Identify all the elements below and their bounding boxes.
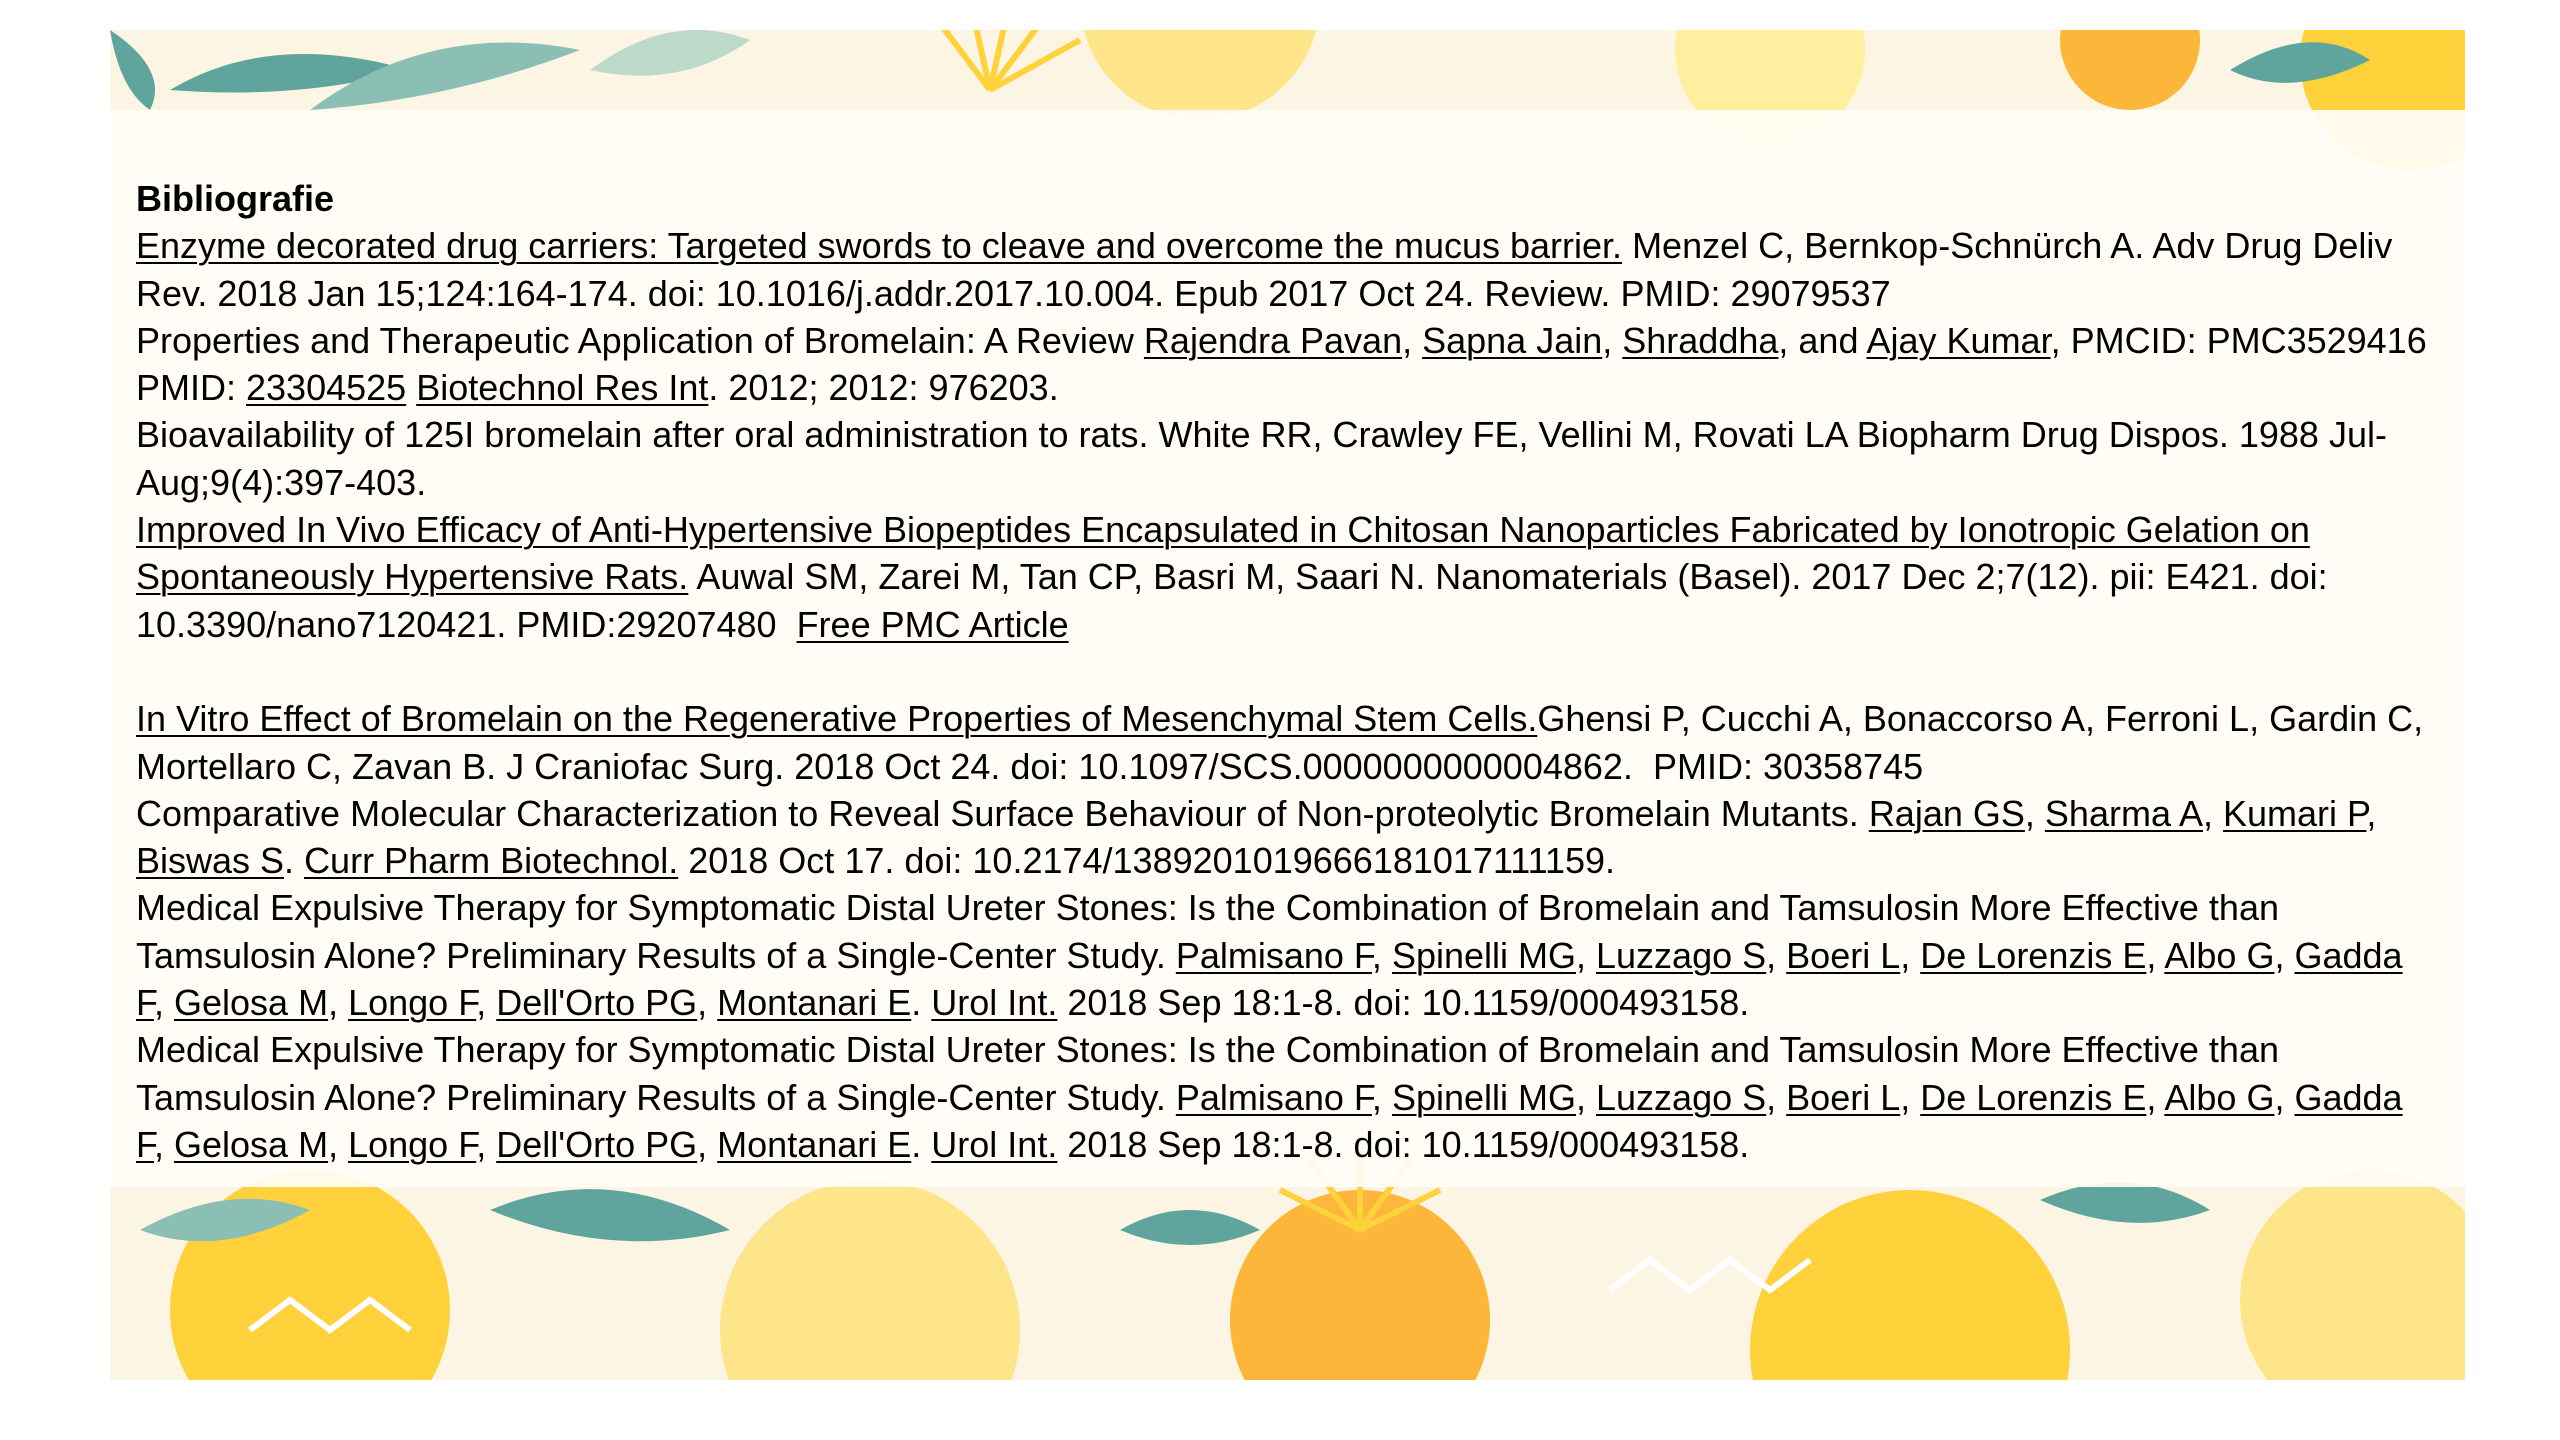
- author-link[interactable]: Sapna Jain: [1422, 319, 1603, 361]
- separator: ,: [476, 982, 497, 1024]
- bibliography: [136, 175, 2436, 1168]
- reference-ids: PMCID: PMC3529416 PMID:: [136, 319, 2427, 409]
- reference-item: [136, 695, 2436, 790]
- author-link[interactable]: Rajendra Pavan: [1143, 319, 1403, 361]
- leaf-icon: [2040, 1182, 2210, 1223]
- separator: ,: [2274, 1076, 2295, 1118]
- separator: ,: [2366, 792, 2377, 834]
- author-link[interactable]: Gadda F: [136, 1076, 2403, 1165]
- author-link[interactable]: Gelosa M: [174, 1123, 329, 1165]
- leaf-icon: [490, 1189, 730, 1241]
- reference-item: [136, 506, 2436, 648]
- author-link[interactable]: Palmisano F: [1175, 1076, 1372, 1118]
- leaf-icon: [1120, 1210, 1260, 1245]
- slide: [110, 30, 2465, 1380]
- separator: ,: [1402, 319, 1423, 361]
- separator: ,: [1576, 934, 1597, 976]
- reference-text: Bioavailability of 125I bromelain after oral administration to rats. White RR, Crawley FE, Vellini M, Rovati LA Biopharm Drug Dispos. 1988 Jul-Aug;9(4):397-403.: [136, 414, 2387, 503]
- bibliography-heading: Bibliografie: [136, 178, 335, 219]
- separator: .: [911, 1123, 932, 1165]
- reference-title-link[interactable]: Improved In Vivo Efficacy of Anti-Hypertensive Biopeptides Encapsulated in Chitosan Nanoparticles Fabricated by Ionotropic Gelation on Spontaneously Hypertensive Rats.: [136, 509, 2310, 598]
- reference-item: [136, 222, 2436, 317]
- reference-details: 2018 Oct 17. doi: 10.2174/1389201019666181017111159.: [678, 840, 1616, 882]
- author-link[interactable]: Spinelli MG: [1391, 1076, 1576, 1118]
- spacer: [136, 648, 2436, 695]
- separator: .: [911, 982, 932, 1024]
- pmid-link[interactable]: 23304525: [246, 367, 407, 409]
- leaf-icon: [590, 30, 750, 76]
- reference-title-link[interactable]: In Vitro Effect of Bromelain on the Regenerative Properties of Mesenchymal Stem Cells.: [136, 698, 1538, 740]
- author-link[interactable]: Luzzago S: [1596, 934, 1767, 976]
- separator: ,: [328, 1123, 349, 1165]
- author-link[interactable]: Dell'Orto PG: [496, 1123, 698, 1165]
- separator: ,: [1766, 934, 1787, 976]
- separator: ,: [328, 982, 349, 1024]
- author-link[interactable]: Gelosa M: [174, 982, 329, 1024]
- reference-details: Auwal SM, Zarei M, Tan CP, Basri M, Saari N. Nanomaterials (Basel). 2017 Dec 2;7(12). pii: E421. doi: 10.3390/nano7120421. PMID:29207480: [136, 556, 2338, 645]
- yellow-fruit-shape: [1080, 30, 1320, 120]
- yellow-fruit-shape: [720, 1180, 1020, 1380]
- separator: ,: [1371, 1076, 1392, 1118]
- separator: ,: [2274, 934, 2295, 976]
- author-link[interactable]: Ajay Kumar: [1866, 319, 2051, 361]
- author-link[interactable]: Albo G: [2164, 934, 2275, 976]
- separator: ,: [2146, 1076, 2165, 1118]
- reference-details: Menzel C, Bernkop-Schnürch A. Adv Drug Deliv Rev. 2018 Jan 15;124:164-174. doi: 10.1016/j.addr.2017.10.004. Epub 2017 Oct 24. Review. PMID: 29079537: [136, 225, 2393, 314]
- separator: ,: [2203, 792, 2224, 834]
- separator: ,: [1900, 934, 1921, 976]
- author-link[interactable]: Gadda F: [136, 934, 2403, 1024]
- reference-title: Properties and Therapeutic Application of Bromelain: A Review: [136, 319, 1144, 361]
- journal-link[interactable]: Curr Pharm Biotechnol.: [304, 840, 679, 882]
- separator: .: [284, 840, 305, 882]
- author-link[interactable]: Montanari E: [717, 982, 912, 1024]
- reference-title: Medical Expulsive Therapy for Symptomatic Distal Ureter Stones: Is the Combination of Bromelain and Tamsulosin More Effective than Tamsulosin Alone? Preliminary Results of a Single-Center Study.: [136, 1029, 2279, 1118]
- separator: ,: [1900, 1076, 1921, 1118]
- separator: ,: [1371, 934, 1392, 976]
- separator: , and: [1778, 319, 1867, 361]
- author-link[interactable]: Albo G: [2164, 1076, 2275, 1118]
- author-link[interactable]: Longo F: [348, 982, 477, 1024]
- author-link[interactable]: Boeri L: [1786, 1076, 1901, 1118]
- leaf-icon: [110, 30, 155, 110]
- author-link[interactable]: Rajan GS: [1868, 792, 2025, 834]
- author-link[interactable]: De Lorenzis E: [1920, 1076, 2147, 1118]
- sunburst-shape: [930, 30, 1080, 90]
- author-link[interactable]: Dell'Orto PG: [496, 982, 698, 1024]
- author-link[interactable]: Longo F: [348, 1123, 477, 1165]
- separator: ,: [2024, 792, 2045, 834]
- separator: ,: [154, 982, 175, 1024]
- reference-title: Comparative Molecular Characterization to Reveal Surface Behaviour of Non-proteolytic Bromelain Mutants.: [136, 792, 1869, 834]
- reference-details: Ghensi P, Cucchi A, Bonaccorso A, Ferroni L, Gardin C, Mortellaro C, Zavan B. J Craniofac Surg. 2018 Oct 24. doi: 10.1097/SCS.0000000000004862. PMID: 30358745: [136, 698, 2434, 787]
- reference-title: Medical Expulsive Therapy for Symptomatic Distal Ureter Stones: Is the Combination of Bromelain and Tamsulosin More Effective than Tamsulosin Alone? Preliminary Results of a Single-Center Study.: [136, 887, 2279, 976]
- yellow-fruit-shape: [1750, 1190, 2070, 1380]
- reference-details: . 2012; 2012: 976203.: [708, 367, 1059, 409]
- journal-link[interactable]: Urol Int.: [931, 1123, 1058, 1165]
- reference-title-link[interactable]: Enzyme decorated drug carriers: Targeted swords to cleave and overcome the mucus barrier.: [136, 225, 1623, 267]
- separator: ,: [476, 1123, 497, 1165]
- author-link[interactable]: Spinelli MG: [1391, 934, 1576, 976]
- author-link[interactable]: Kumari P: [2223, 792, 2367, 834]
- reference-item: [136, 411, 2436, 506]
- yellow-fruit-shape: [2240, 1170, 2465, 1380]
- author-link[interactable]: Luzzago S: [1596, 1076, 1767, 1118]
- reference-item: [136, 1026, 2436, 1168]
- reference-details: 2018 Sep 18:1-8. doi: 10.1159/000493158.: [1057, 1123, 1750, 1165]
- reference-item: [136, 790, 2436, 885]
- separator: ,: [1602, 319, 1623, 361]
- separator: ,: [2146, 934, 2165, 976]
- reference-item: [136, 317, 2436, 412]
- journal-link[interactable]: Urol Int.: [931, 982, 1058, 1024]
- reference-details: 2018 Sep 18:1-8. doi: 10.1159/000493158.: [1057, 982, 1750, 1024]
- separator: ,: [1576, 1076, 1597, 1118]
- orange-fruit-shape: [2060, 30, 2200, 110]
- separator: ,: [697, 1123, 718, 1165]
- author-link[interactable]: Palmisano F: [1175, 934, 1372, 976]
- author-link[interactable]: Biswas S: [136, 840, 285, 882]
- separator: ,: [1766, 1076, 1787, 1118]
- journal-link[interactable]: Biotechnol Res Int: [416, 367, 709, 409]
- separator: ,: [154, 1123, 175, 1165]
- reference-item: [136, 884, 2436, 1026]
- author-link[interactable]: De Lorenzis E: [1920, 934, 2147, 976]
- author-link[interactable]: Boeri L: [1786, 934, 1901, 976]
- free-pmc-article-link[interactable]: Free PMC Article: [796, 603, 1069, 645]
- author-link[interactable]: Montanari E: [717, 1123, 912, 1165]
- separator: ,: [697, 982, 718, 1024]
- author-link[interactable]: Sharma A: [2044, 792, 2203, 834]
- separator: ,: [2050, 319, 2061, 361]
- author-link[interactable]: Shraddha: [1622, 319, 1779, 361]
- yellow-fruit-shape: [170, 1170, 450, 1380]
